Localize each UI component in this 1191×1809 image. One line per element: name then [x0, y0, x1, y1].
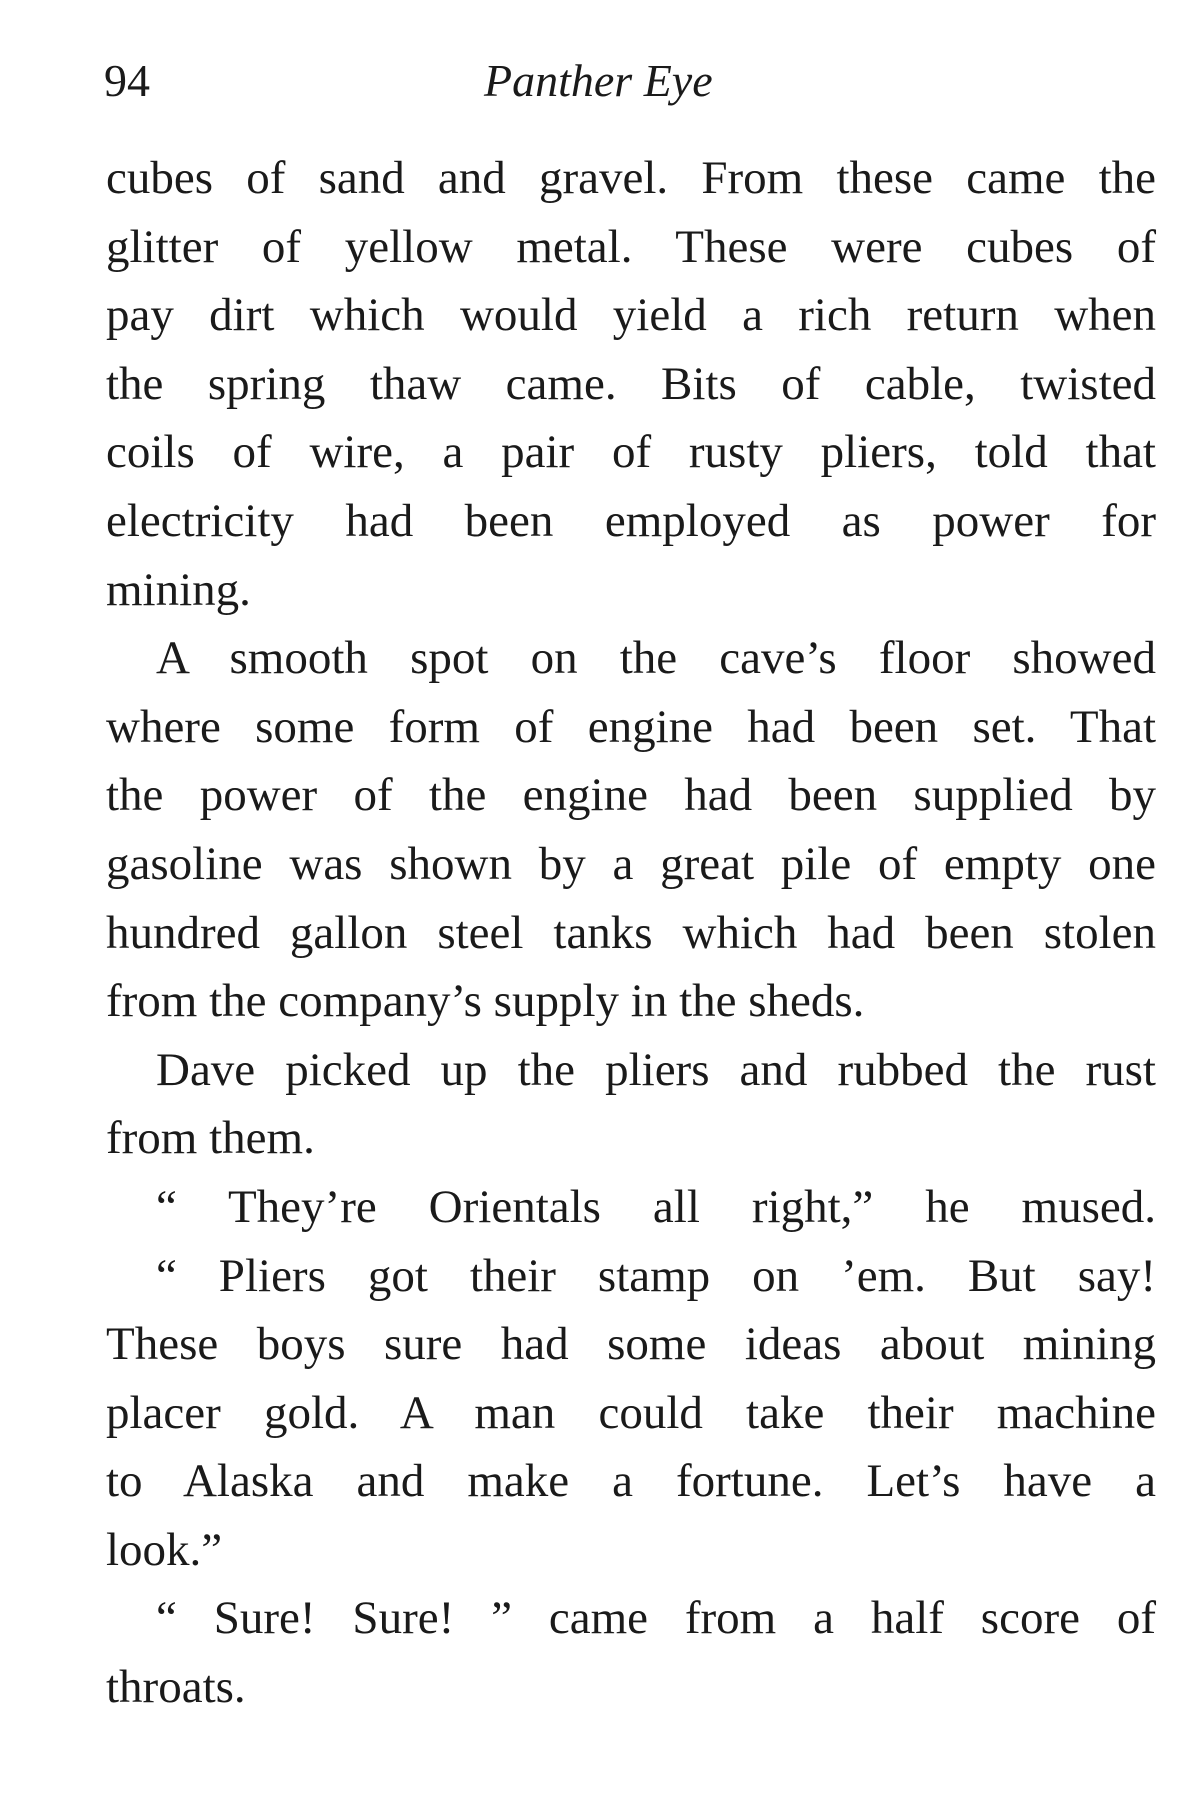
- text-line: from them.: [106, 1112, 315, 1165]
- text-line: the power of the engine had been supplied by: [106, 769, 1156, 822]
- text-line: from the company’s supply in the sheds.: [106, 975, 865, 1028]
- paragraph: [106, 624, 1156, 1036]
- text-line: Dave picked up the pliers and rubbed the rust: [156, 1043, 1156, 1096]
- paragraph: [106, 1173, 1156, 1585]
- text-line: where some form of engine had been set. That: [106, 700, 1156, 753]
- text-line: cubes of sand and gravel. From these came the: [106, 152, 1156, 204]
- text-line: to Alaska and make a fortune. Let’s have a: [106, 1455, 1156, 1508]
- paragraph: [106, 1036, 1156, 1173]
- running-title: Panther Eye: [484, 55, 713, 106]
- text-line: “ Sure! Sure! ” came from a half score of: [156, 1592, 1156, 1645]
- text-line: throats.: [106, 1661, 246, 1714]
- page-number: 94: [104, 55, 150, 106]
- body-text: [106, 144, 1156, 1722]
- text-line: the spring thaw came. Bits of cable, twisted: [106, 357, 1156, 410]
- text-line: electricity had been employed as power for: [106, 494, 1156, 547]
- paragraph: [106, 144, 1156, 624]
- text-line: look.”: [106, 1523, 223, 1576]
- page-header: [104, 46, 1154, 116]
- paragraph: [106, 1584, 1156, 1721]
- text-line: These boys sure had some ideas about mining: [106, 1318, 1156, 1371]
- text-line: coils of wire, a pair of rusty pliers, told that: [106, 426, 1156, 479]
- text-line: “ They’re Orientals all right,” he mused.: [156, 1180, 1156, 1233]
- text-line: glitter of yellow metal. These were cubes of: [106, 220, 1156, 273]
- text-line: “ Pliers got their stamp on ’em. But say!: [156, 1249, 1156, 1302]
- text-line: hundred gallon steel tanks which had been stolen: [106, 906, 1156, 959]
- text-line: placer gold. A man could take their machine: [106, 1386, 1156, 1439]
- text-line: mining.: [106, 563, 251, 616]
- text-line: gasoline was shown by a great pile of empty one: [106, 837, 1156, 890]
- text-line: A smooth spot on the cave’s floor showed: [156, 632, 1156, 685]
- text-line: pay dirt which would yield a rich return when: [106, 289, 1156, 342]
